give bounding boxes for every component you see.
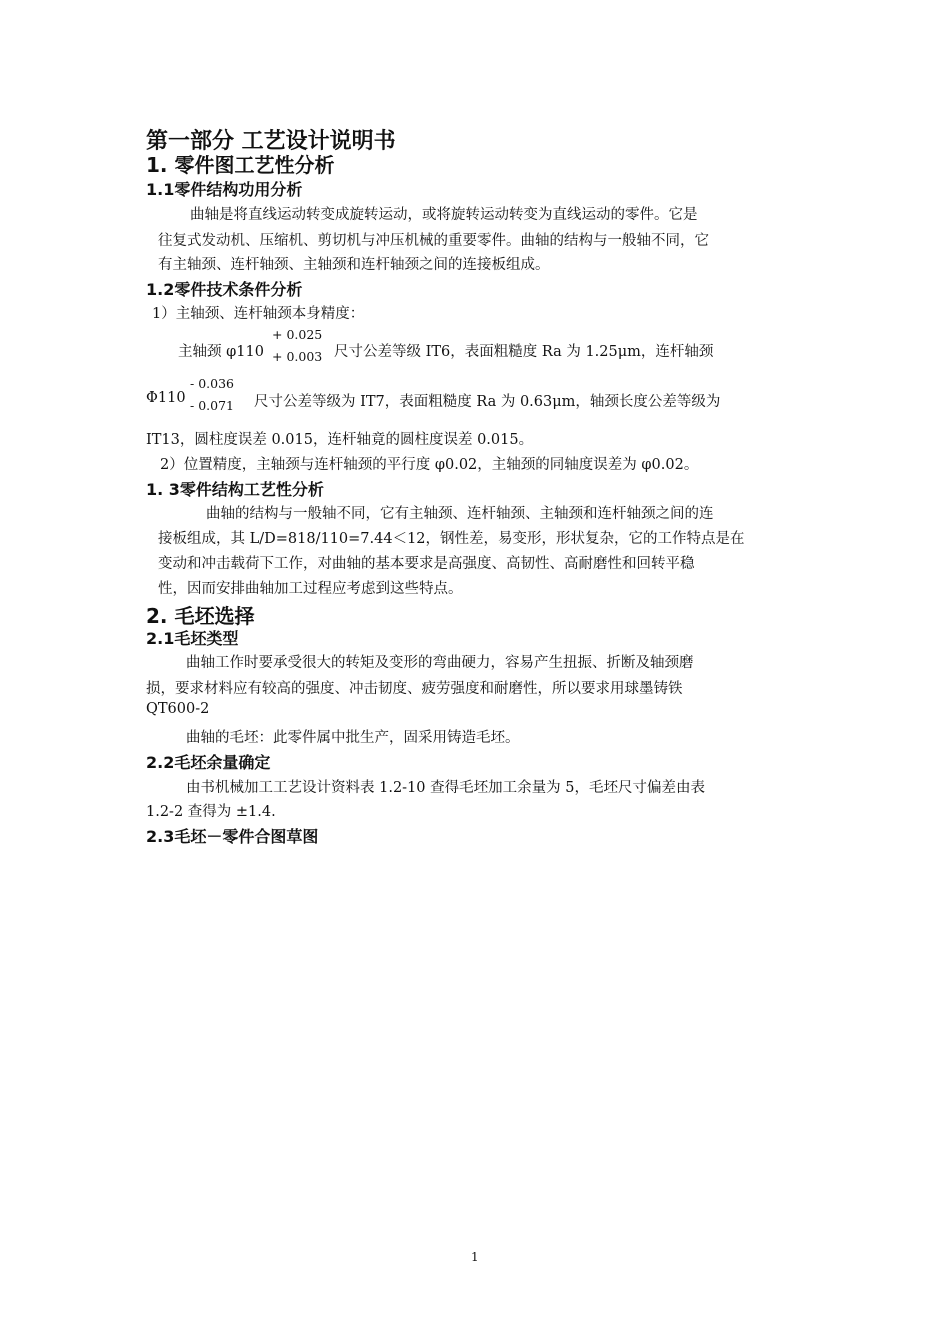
tolerance-lower: - 0.071 xyxy=(190,398,234,413)
section-2-2-line-1: 由书机械加工工艺设计资料表 1.2-10 查得毛坯加工余量为 5，毛坯尺寸偏差由表 xyxy=(186,780,705,796)
section-2-3-title: 2.3毛坯－零件合图草图 xyxy=(146,827,319,846)
section-2-1-line-1: 曲轴工作时要承受很大的转矩及变形的弯曲硬力，容易产生扭振、折断及轴颈磨 xyxy=(186,655,694,671)
rod-journal-diameter: Φ110 xyxy=(146,390,186,406)
section-1-3-line-1: 曲轴的结构与一般轴不同，它有主轴颈、连杆轴颈、主轴颈和连杆轴颈之间的连 xyxy=(206,506,714,522)
main-journal-spec: 尺寸公差等级 IT6，表面粗糙度 Ra 为 1.25μm，连杆轴颈 xyxy=(334,344,714,360)
section-1-3-title: 1. 3零件结构工艺性分析 xyxy=(146,480,324,499)
section-1-1-line-3: 有主轴颈、连杆轴颈、主轴颈和连杆轴颈之间的连接板组成。 xyxy=(158,257,550,273)
main-journal-diameter: 主轴颈 φ110 xyxy=(178,344,264,360)
cylindricity-spec: IT13，圆柱度误差 0.015，连杆轴竟的圆柱度误差 0.015。 xyxy=(146,432,534,448)
section-1-2-item-1: 1）主轴颈、连杆轴颈本身精度： xyxy=(152,306,365,322)
rod-journal-tolerance xyxy=(190,377,234,413)
section-1-1-line-1: 曲轴是将直线运动转变成旋转运动，或将旋转运动转变为直线运动的零件。它是 xyxy=(190,207,698,223)
section-1-2-title: 1.2零件技术条件分析 xyxy=(146,280,303,299)
section-1-3-line-2: 接板组成，其 L/D=818/110=7.44＜12，钢性差，易变形，形状复杂，它的工作特点是在 xyxy=(158,531,745,547)
section-2-2-title: 2.2毛坯余量确定 xyxy=(146,753,271,772)
section-2-2-line-2: 1.2-2 查得为 ±1.4. xyxy=(146,804,276,820)
section-1-1-title: 1.1零件结构功用分析 xyxy=(146,180,303,199)
rod-journal-spec: 尺寸公差等级为 IT7，表面粗糙度 Ra 为 0.63μm，轴颈长度公差等级为 xyxy=(254,394,721,410)
section-2-title: 2. 毛坯选择 xyxy=(146,604,255,628)
section-2-1-title: 2.1毛坯类型 xyxy=(146,629,239,648)
page-number: 1 xyxy=(471,1250,479,1264)
section-1-3-line-4: 性，因而安排曲轴加工过程应考虑到这些特点。 xyxy=(158,581,463,597)
section-1-title: 1. 零件图工艺性分析 xyxy=(146,153,335,177)
section-2-1-blank-note: 曲轴的毛坯：此零件属中批生产，固采用铸造毛坯。 xyxy=(186,730,520,746)
section-1-1-line-2: 往复式发动机、压缩机、剪切机与冲压机械的重要零件。曲轴的结构与一般轴不同，它 xyxy=(158,233,709,249)
section-2-1-line-3: QT600-2 xyxy=(146,701,210,717)
part-title: 第一部分 工艺设计说明书 xyxy=(146,129,396,154)
tolerance-upper: + 0.025 xyxy=(272,327,323,342)
tolerance-upper: - 0.036 xyxy=(190,376,234,391)
tolerance-lower: + 0.003 xyxy=(272,349,323,364)
section-1-3-line-3: 变动和冲击载荷下工作，对曲轴的基本要求是高强度、高韧性、高耐磨性和回转平稳 xyxy=(158,556,695,572)
section-2-1-line-2: 损，要求材料应有较高的强度、冲击韧度、疲劳强度和耐磨性，所以要求用球墨铸铁 xyxy=(146,681,683,697)
main-journal-tolerance xyxy=(272,328,322,364)
section-1-2-item-2: 2）位置精度，主轴颈与连杆轴颈的平行度 φ0.02，主轴颈的同轴度误差为 φ0.02。 xyxy=(160,457,699,473)
